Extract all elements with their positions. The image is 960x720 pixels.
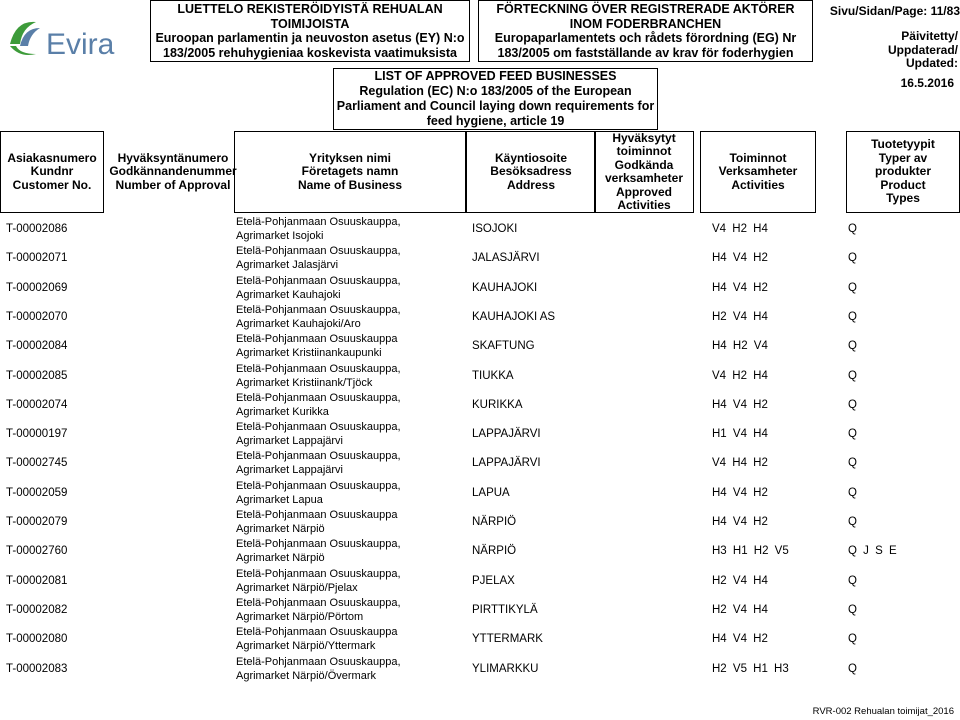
business-name: Etelä-Pohjanmaan Osuuskauppa, Agrimarket Närpiö/Övermark	[236, 655, 401, 682]
address: TIUKKA	[472, 369, 514, 382]
customer-number: T-00002083	[6, 662, 68, 675]
customer-number: T-00002082	[6, 603, 68, 616]
activities: H4 H2 V4	[712, 340, 768, 353]
customer-number: T-00002080	[6, 633, 68, 646]
table-row	[0, 449, 960, 478]
address: LAPPAJÄRVI	[472, 457, 541, 470]
business-name: Etelä-Pohjanmaan Osuuskauppa, Agrimarket Jalasjärvi	[236, 245, 401, 272]
table-row	[0, 625, 960, 654]
table-row	[0, 420, 960, 449]
address: NÄRPIÖ	[472, 545, 517, 558]
activities: H4 V4 H2	[712, 252, 768, 265]
table-row	[0, 391, 960, 420]
activities: H1 V4 H4	[712, 428, 768, 441]
product-types: Q	[848, 486, 857, 499]
activities: V4 H4 H2	[712, 457, 768, 470]
title-swedish: FÖRTECKNING ÖVER REGISTRERADE AKTÖRER INOM FODERBRANCHEN Europaparlamentets och rådets förordning (EG) Nr 183/2005 om fastställande av krav för foderhygien	[478, 0, 813, 62]
table-row	[0, 596, 960, 625]
activities: V4 H2 H4	[712, 223, 768, 235]
product-types: Q	[848, 398, 857, 411]
customer-number: T-00002084	[6, 340, 68, 353]
address: LAPUA	[472, 486, 510, 499]
business-name: Etelä-Pohjanmaan Osuuskauppa, Agrimarket Lapua	[236, 479, 401, 506]
product-types: Q	[848, 223, 857, 235]
business-name: Etelä-Pohjanmaan Osuuskauppa Agrimarket Närpiö/Yttermark	[236, 626, 398, 653]
product-types: Q	[848, 281, 857, 294]
customer-number: T-00002086	[6, 223, 68, 235]
address: ISOJOKI	[472, 223, 518, 235]
table-row	[0, 537, 960, 566]
activities: H4 V4 H2	[712, 516, 768, 528]
header-approval-no: Hyväksyntänumero Godkännandenummer Number of Approval	[109, 150, 237, 192]
customer-number: T-00002081	[6, 574, 68, 587]
header-approved-activities: Hyväksytyt toiminnot Godkända verksamheter Approved Activities	[594, 131, 694, 213]
address: KAUHAJOKI	[472, 281, 538, 294]
header-customer-no: Asiakasnumero Kundnr Customer No.	[0, 131, 104, 213]
address: PJELAX	[472, 574, 515, 587]
updated-label: Päivitetty/ Uppdaterad/ Updated:	[887, 29, 958, 70]
product-types: Q	[848, 310, 857, 323]
updated-date: 16.5.2016	[900, 76, 954, 90]
activities: H4 V4 H2	[712, 486, 768, 499]
product-types: Q	[848, 603, 857, 616]
customer-number: T-00002085	[6, 369, 68, 382]
customer-number: T-00000197	[6, 428, 68, 441]
activities: H2 V4 H4	[712, 310, 768, 323]
activities: H4 V4 H2	[712, 398, 768, 411]
customer-number: T-00002069	[6, 281, 68, 294]
footer-document-id: RVR-002 Rehualan toimijat_2016	[812, 706, 954, 717]
business-name: Etelä-Pohjanmaan Osuuskauppa, Agrimarket Kauhajoki	[236, 274, 401, 301]
product-types: Q	[848, 428, 857, 441]
business-name: Etelä-Pohjanmaan Osuuskauppa, Agrimarket Kurikka	[236, 391, 401, 418]
business-name: Etelä-Pohjanmaan Osuuskauppa, Agrimarket Lappajärvi	[236, 450, 401, 477]
activities: H2 V4 H4	[712, 603, 768, 616]
address: JALASJÄRVI	[472, 252, 540, 265]
business-name: Etelä-Pohjanmaan Osuuskauppa, Agrimarket Kauhajoki/Aro	[236, 303, 401, 330]
address: YLIMARKKU	[472, 662, 539, 675]
business-name: Etelä-Pohjanmaan Osuuskauppa, Agrimarket Närpiö/Pjelax	[236, 567, 401, 594]
address: LAPPAJÄRVI	[472, 428, 541, 441]
product-types: Q	[848, 252, 857, 265]
business-name: Etelä-Pohjanmaan Osuuskauppa, Agrimarket Närpiö	[236, 538, 401, 565]
business-name: Etelä-Pohjanmaan Osuuskauppa Agrimarket Närpiö	[236, 509, 398, 535]
customer-number: T-00002760	[6, 545, 68, 558]
activities: H2 V5 H1 H3	[712, 662, 789, 675]
table-row	[0, 508, 960, 537]
activities: V4 H2 H4	[712, 369, 768, 382]
activities: H2 V4 H4	[712, 574, 768, 587]
product-types: Q J S E	[848, 545, 897, 558]
business-name: Etelä-Pohjanmaan Osuuskauppa, Agrimarket Lappajärvi	[236, 421, 401, 448]
table-row	[0, 303, 960, 332]
header-product-types: Tuotetyypit Typer av produkter Product Types	[846, 131, 960, 213]
table-row	[0, 244, 960, 273]
table-row	[0, 215, 960, 244]
evira-logo	[6, 14, 130, 64]
customer-number: T-00002074	[6, 398, 68, 411]
title-finnish: LUETTELO REKISTERÖIDYISTÄ REHUALAN TOIMIJOISTA Euroopan parlamentin ja neuvoston asetus (EY) N:o 183/2005 rehuhygieniaa koskevista vaatimuksista	[150, 0, 470, 62]
table-row	[0, 655, 960, 684]
evira-logo-icon	[6, 14, 130, 64]
product-types: Q	[848, 457, 857, 470]
product-types: Q	[848, 633, 857, 646]
product-types: Q	[848, 369, 857, 382]
product-types: Q	[848, 662, 857, 675]
business-name: Etelä-Pohjanmaan Osuuskauppa Agrimarket Kristiinankaupunki	[236, 333, 398, 360]
customer-number: T-00002071	[6, 252, 68, 265]
address: KURIKKA	[472, 398, 523, 411]
customer-number: T-00002070	[6, 310, 68, 323]
customer-number: T-00002059	[6, 486, 68, 499]
title-english: LIST OF APPROVED FEED BUSINESSES Regulation (EC) N:o 183/2005 of the European Parliament and Council laying down requirements for feed hygiene, article 19	[333, 68, 658, 130]
table-row	[0, 362, 960, 391]
header-business-name: Yrityksen nimi Företagets namn Name of Business	[234, 131, 466, 213]
business-name: Etelä-Pohjanmaan Osuuskauppa, Agrimarket Isojoki	[236, 216, 401, 242]
address: PIRTTIKYLÄ	[472, 603, 538, 616]
address: YTTERMARK	[472, 633, 543, 646]
customer-number: T-00002745	[6, 457, 68, 470]
business-name: Etelä-Pohjanmaan Osuuskauppa, Agrimarket Kristiinank/Tjöck	[236, 362, 401, 389]
product-types: Q	[848, 340, 857, 353]
table-row	[0, 332, 960, 361]
page-number: Sivu/Sidan/Page: 11/83	[829, 4, 960, 18]
product-types: Q	[848, 516, 857, 528]
table-row	[0, 567, 960, 596]
table-row	[0, 479, 960, 508]
customer-number: T-00002079	[6, 516, 68, 528]
header-address: Käyntiosoite Besöksadress Address	[466, 131, 596, 213]
activities: H4 V4 H2	[712, 281, 768, 294]
activities: H3 H1 H2 V5	[712, 545, 789, 558]
product-types: Q	[848, 574, 857, 587]
address: NÄRPIÖ	[472, 516, 517, 528]
address: KAUHAJOKI AS	[472, 310, 556, 323]
address: SKAFTUNG	[472, 340, 535, 353]
header-activities: Toiminnot Verksamheter Activities	[700, 131, 816, 213]
table-row	[0, 274, 960, 303]
logo-wordmark: Evira	[46, 28, 115, 61]
business-name: Etelä-Pohjanmaan Osuuskauppa, Agrimarket Närpiö/Pörtom	[236, 596, 401, 623]
activities: H4 V4 H2	[712, 633, 768, 646]
